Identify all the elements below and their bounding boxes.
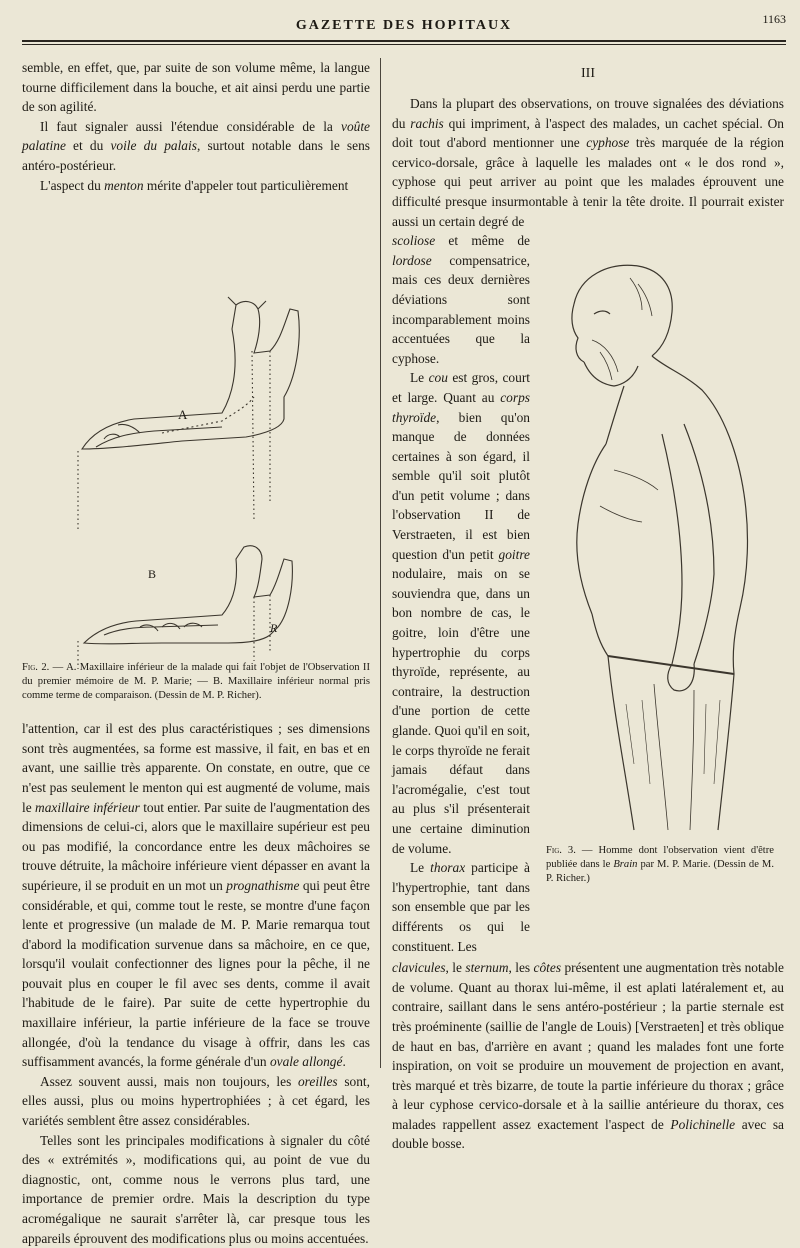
figure-3 <box>534 244 784 904</box>
figure-3-caption: Fig. 3. — Homme dont l'observation vient d'être publiée dans le Brain par M. P. Marie. (Dessin de M. P. Richer.) <box>546 845 774 884</box>
right-column <box>392 66 784 1154</box>
acromegalic-man-drawing <box>534 244 784 834</box>
left-column <box>22 58 370 1248</box>
paragraph-oreilles: Assez souvent aussi, mais non toujours, les oreilles sont, elles aussi, plus ou moins hypertrophiées ; à cet égard, les variétés semblent être assez considérables. <box>22 1073 370 1129</box>
mandible-b-outline <box>84 546 292 644</box>
section-number: III <box>581 66 595 81</box>
chest-outline <box>577 444 606 614</box>
paragraph-telles: Telles sont les principales modifications à signaler du côté des « extrémités », modifications qui, au point de vue du diagnostic, ont, comme nous le verrons plus tard, une importance de premier ordre. Mais la description du type acromégalique ne saurait s'arrêter là, car presque tous les appareils éprouvent des modifications plus ou moins accentuées. <box>22 1132 370 1246</box>
head-outline <box>574 265 672 356</box>
figure-2-label-b: B <box>148 567 157 582</box>
mandible-a-outline <box>82 302 299 449</box>
beard <box>584 362 638 386</box>
page-number: 1163 <box>762 12 786 26</box>
mandible-drawing-normal <box>22 531 370 671</box>
narrow-text-column <box>392 231 530 956</box>
paragraph-thorax-start: Le thorax participe à l'hypertrophie, tant dans son ensemble que par les différents os qui le constituent. Les <box>392 860 530 954</box>
figure-2 <box>22 201 370 636</box>
figure-2-caption: Fig. 2. — A. Maxillaire inférieur de la malade qui fait l'objet de l'Observation II du premier mémoire de M. P. Marie; — B. Maxillaire inférieur normal pris comme terme de comparaison. (Dessin de M. P. Richer). <box>22 662 370 702</box>
figure-2-label-a: A <box>178 407 188 423</box>
paragraph-menton: L'aspect du menton mérite d'appeler tout particulièrement <box>40 177 349 193</box>
page-header <box>22 12 786 42</box>
paragraph-rachis-end: scoliose et même de lordose compensatrice, mais ces deux dernières déviations sont incomparablement moins accentuées que la cyphose. <box>392 233 530 366</box>
artist-signature: R <box>270 621 278 636</box>
paragraph-thorax-continued: clavicules, le sternum, les côtes présentent une augmentation très notable de volume. Quant au thorax lui-même, il est aplati latéralement et, au contraire, saillant dans le sens antéro-postérieur ; la partie sternale est très proéminente (saillie de l'angle de Louis) [Verstraeten] et très oblique de haut en bas, d'arrière en avant ; quand les malades font une forte inspiration, on voit se produire un mouvement de projection en avant, très marqué et très bizarre, de toute la partie inférieure du thorax ; grâce à leur cyphose cervico-dorsale et à la saillie antérieure du thorax, ces malades rappellent assez exactement l'aspect de Polichinelle avec sa double bosse. <box>392 960 785 1152</box>
mandible-drawing <box>22 201 370 531</box>
arm-outline <box>684 424 714 664</box>
wrap-block <box>392 94 784 956</box>
paragraph-attention: l'attention, car il est des plus caractéristiques ; ses dimensions sont très augmentées, sa forme est massive, il fait, en bas et en avant, une saillie très apparente. On constate, en outre, que ce n'est pas seulement le menton qui est augmenté de volume, mais le maxillaire inférieur tout entier. Par suite de l'augmentation des dimensions de celui-ci, alors que le maxillaire supérieur est peu ou pas modifié, la concordance entre les deux mâchoires se trouve détruite, la mâchoire inférieure vient dépasser en avant la supérieure, il se produit en un mot un prognathisme qui peut être considérable, et qui, comme tout le reste, se montre d'une façon lente et progressive (un malade de M. P. Marie remarqua tout d'abord la modification survenue dans sa mâchoire, en ce que, lorsqu'il voulait confectionner des lignes pour la pêche, il ne pouvait plus en couper le fil avec ses dents, comme il avait l'habitude de le faire). Par suite de cette hypertrophie du maxillaire inférieur, la partie inférieure de la face se trouve allongée, d'où la tendance du visage à offrir, dans les cas suffisamment avancés, la forme générale d'un ovale allongé. <box>22 721 370 1070</box>
journal-title: GAZETTE DES HOPITAUX <box>295 18 513 33</box>
back-outline <box>652 356 744 494</box>
leg-front <box>608 656 634 830</box>
header-rule <box>22 40 786 42</box>
paragraph-voute: Il faut signaler aussi l'étendue considérable de la voûte palatine et du voile du palais, surtout notable dans le sens antéro-postérieur. <box>22 118 370 173</box>
paragraph-cou: Le cou est gros, court et large. Quant au corps thyroïde, bien qu'on manque de données certaines à son égard, il semble qu'il soit plutôt d'un petit volume ; dans l'observation II de Verstraeten, il est bien question d'un petit goitre nodulaire, mais on se souviendra que, dans un bon nombre de cas, le goitre, loin d'être une hypertrophie du corps thyroïde, représente, au contraire, la destruction d'une portion de cette glande. Quoi qu'il en soit, le corps thyroïde ne ferait jamais défaut dans l'acromégalie, c'est tout au plus s'il présenterait une certaine diminution de volume. <box>392 370 530 856</box>
paragraph-rachis-start: Dans la plupart des observations, on trouve signalées des déviations du rachis qui impriment, à l'aspect des malades, un cachet spécial. On doit tout d'abord mentionner une cyphose très marquée de la région cervico-dorsale, grâce à laquelle les malades ont « le dos rond », cyphose qui peut arriver au point que les malades éprouvent une difficulté presque insurmontable à tenir la tête droite. Il pourrait exister aussi un certain degré de <box>392 96 784 229</box>
header-rule-thin <box>22 44 786 45</box>
leg-back <box>718 674 734 830</box>
paragraph-langue: semble, en effet, que, par suite de son volume même, la langue tourne difficilement dans la bouche, et ait ainsi perdu une partie de son agilité. <box>22 60 370 115</box>
column-divider <box>380 58 381 1068</box>
hip-outline <box>733 494 747 674</box>
